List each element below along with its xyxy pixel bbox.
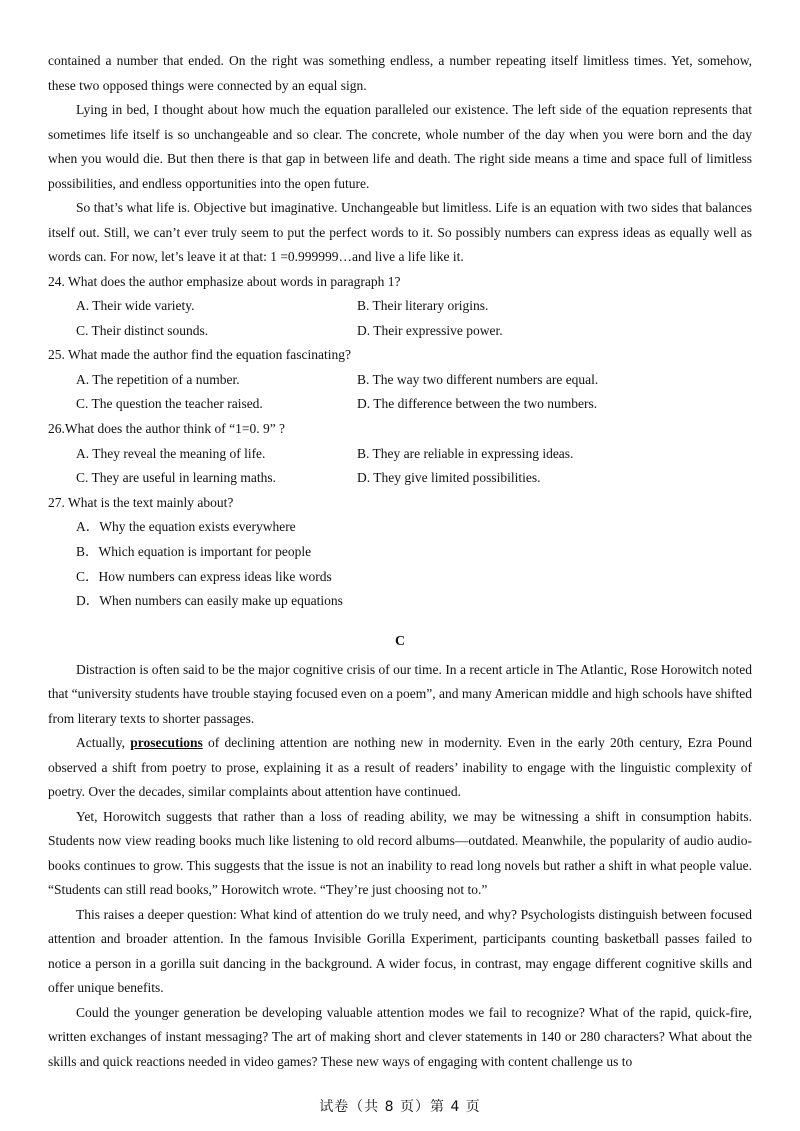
question-24 <box>48 270 752 344</box>
paragraph-text-rest: of declining attention are nothing new in modernity. Even in the early 20th century, Ezra Pound observed a shift from poetry to prose, explaining it as a result of readers’ inability to engage with the linguistic complexity of poetry. Over the decades, similar complaints about attention have continued. <box>48 735 753 800</box>
passage-c-paragraph-5: Could the younger generation be developing valuable attention modes we fail to recognize? What of the rapid, quick-fire, written exchanges of instant messaging? The art of making short and clever statements in 140 or 280 characters? What about the skills and quick reactions needed in video games? These new ways of engaging with content challenge us to <box>48 1004 752 1069</box>
passage-c-paragraph-3: Yet, Horowitch suggests that rather than a loss of reading ability, we may be witnessing a shift in consumption habits. Students now view reading books much like listening to old record albums—outdated. Meanwhile, the popularity of audio audio-books continues to grow. This suggests that the issue is not an inability to read long novels but rather a shift in what people value. “Students can still read books,” Horowitch wrote. “They’re just choosing not to.” <box>48 808 752 898</box>
option-c: C. Their distinct sounds. <box>76 322 209 338</box>
passage-b-paragraph-1: Lying in bed, I thought about how much the equation paralleled our existence. The left side of the equation represents that sometimes life itself is so unchangeable and so clear. The concrete, whole number of the day when you were born and the day when you would die. But then there is that gap in between life and death. The right side means a time and space full of limitless possibilities, and endless opportunities into the open future. <box>48 102 752 191</box>
page-content <box>48 49 752 1074</box>
options-list <box>48 515 752 613</box>
passage-c-paragraph-2 <box>48 731 752 805</box>
question-stem: 25. What made the author find the equation fascinating? <box>48 347 352 363</box>
question-26 <box>48 417 752 491</box>
question-stem: 26.What does the author think of “1=0. 9” ? <box>48 421 286 437</box>
option-d: D. They give limited possibilities. <box>357 470 541 486</box>
option-d: D．When numbers can easily make up equations <box>76 593 343 609</box>
question-stem: 24. What does the author emphasize about words in paragraph 1? <box>48 273 401 289</box>
question-stem: 27. What is the text mainly about? <box>48 494 234 510</box>
option-b: B．Which equation is important for people <box>76 544 312 560</box>
options-grid <box>48 294 752 343</box>
option-b: B. They are reliable in expressing ideas. <box>357 445 574 461</box>
option-b: B. The way two different numbers are equal. <box>357 371 599 387</box>
option-d: D. The difference between the two numbers. <box>357 396 598 412</box>
option-a: A．Why the equation exists everywhere <box>76 519 296 535</box>
option-a: A. Their wide variety. <box>76 298 195 314</box>
passage-c-paragraph-4: This raises a deeper question: What kind of attention do we truly need, and why? Psychologists distinguish between focused attention and broader attention. In the famous Invisible Gorilla Experiment, participants counting basketball passes failed to notice a person in a gorilla suit dancing in the background. A wider focus, in contrast, may engage different cognitive skills and offer unique benefits. <box>48 906 752 996</box>
option-a: A. They reveal the meaning of life. <box>76 445 266 461</box>
option-c: C．How numbers can express ideas like words <box>76 568 332 584</box>
options-grid <box>48 368 752 417</box>
question-25 <box>48 343 752 417</box>
options-grid <box>48 442 752 491</box>
option-b: B. Their literary origins. <box>357 298 489 314</box>
underlined-word: prosecutions <box>130 735 203 751</box>
option-c: C. The question the teacher raised. <box>76 396 263 412</box>
option-d: D. Their expressive power. <box>357 322 503 338</box>
question-27 <box>48 491 752 614</box>
passage-b-paragraph-0: contained a number that ended. On the right was something endless, a number repeating itself limitless times. Yet, somehow, these two opposed things were connected by an equal sign. <box>48 53 752 93</box>
passage-c-paragraph-1: Distraction is often said to be the major cognitive crisis of our time. In a recent article in The Atlantic, Rose Horowitch noted that “university students have trouble staying focused even on a poem”, and many American middle and high schools have shifted from literary texts to shorter passages. <box>48 661 752 726</box>
option-a: A. The repetition of a number. <box>76 371 240 387</box>
page-footer: 试卷（共 8 页）第 4 页 <box>319 1099 481 1115</box>
option-c: C. They are useful in learning maths. <box>76 470 276 486</box>
paragraph-text-start: Actually, <box>76 735 131 751</box>
section-heading: C <box>394 633 406 649</box>
passage-b-paragraph-2: So that’s what life is. Objective but imaginative. Unchangeable but limitless. Life is an equation with two sides that balances itself out. Still, we can’t ever truly seem to put the perfect words to it. So possibly numbers can express ideas as equally well as words can. For now, let’s leave it at that: 1 =0.999999…and live a life like it. <box>48 200 752 264</box>
